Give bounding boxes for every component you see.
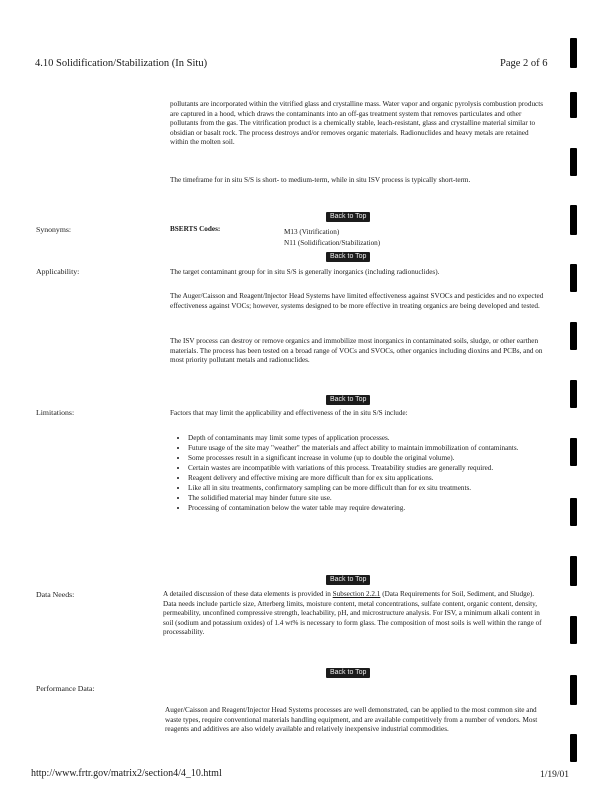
data-needs-text-rest: (Data Requirements for Soil, Sediment, and Sludge). Data needs include particle size, Atterberg limits, moisture content, metal concentrations, sulfate content, organic content, density, permeability, unconfined compressive strength, leachability, pH, and microstructure analysis. For ISV, a minimum alkali content in soil (sodium and potassium oxides) of 1.4 wt% is necessary to form glass. The composition of most soils is well within the range of processability. [163,590,542,637]
limitations-list [174,434,538,514]
data-needs-paragraph [163,590,548,638]
list-item: • Like all in situ treatments, confirmatory sampling can be more difficult than for ex situ treatments. [188,484,538,493]
performance-paragraph: Auger/Caisson and Reagent/Injector Head Systems processes are well demonstrated, can be applied to the most common site and waste types, require conventional materials handling equipment, and are available competitively from a number of vendors. Most reagents and additives are also widely available and relatively inexpensive industrial commodities. [165,706,538,734]
list-item: • Future usage of the site may "weather" the materials and affect ability to maintain immobilization of contaminants. [188,444,538,453]
applicability-paragraph-1: The target contaminant group for in situ S/S is generally inorganics (including radionuclides). [170,268,440,276]
bserts-codes-label: BSERTS Codes: [170,225,221,233]
intro-paragraph-1: pollutants are incorporated within the vitrified glass and crystalline mass. Water vapor and organic pyrolysis combustion products are captured in a hood, which draws the contaminants into an off-gas treatment system that removes particulates and other pollutants from the gas. The vitrification product is a chemically stable, leach-resistant, glass and crystalline material similar to obsidian or basalt rock. The process destroys and/or removes organic materials. Radionuclides and heavy metals are retained within the molten soil. [170,100,544,147]
binding-mark [570,556,577,586]
binding-mark [570,675,577,705]
back-to-top-link[interactable]: Back to Top [326,575,370,585]
binding-mark [570,148,577,176]
data-needs-label: Data Needs: [36,590,75,599]
performance-data-label: Performance Data: [36,684,95,693]
limitations-label: Limitations: [36,408,75,417]
page-number: Page 2 of 6 [500,58,548,69]
list-item: • The solidified material may hinder future site use. [188,494,538,503]
synonyms-label: Synonyms: [36,225,72,234]
intro-paragraph-2: The timeframe for in situ S/S is short- to medium-term, while in situ ISV process is typically short-term. [170,176,471,184]
applicability-label: Applicability: [36,267,80,276]
binding-mark [570,498,577,526]
list-item: • Processing of contamination below the water table may require dewatering. [188,504,538,513]
list-item: • Depth of contaminants may limit some types of application processes. [188,434,538,443]
bserts-code-n11: N11 (Solidification/Stabilization) [284,239,381,247]
list-item: • Certain wastes are incompatible with variations of this process. Treatability studies are generally required. [188,464,538,473]
bserts-code-m13: M13 (Vitrification) [284,228,340,236]
applicability-paragraph-3: The ISV process can destroy or remove organics and immobilize most inorganics in contaminated soils, sludge, or other earthen materials. The process has been tested on a broad range of VOCs and SVOCs, other organics including dioxins and PCBs, and on most priority pollutant metals and radionuclides. [170,337,543,365]
back-to-top-link[interactable]: Back to Top [326,212,370,222]
binding-mark [570,616,577,644]
applicability-paragraph-2: The Auger/Caisson and Reagent/Injector Head Systems have limited effectiveness against SVOCs and pesticides and no expected effectiveness against VOCs; however, systems designed to be more effective in treating organics are being developed and tested. [170,292,544,310]
binding-mark [570,38,577,68]
binding-mark [570,322,577,350]
binding-mark [570,438,577,466]
footer-url: http://www.frtr.gov/matrix2/section4/4_10.html [31,768,222,779]
back-to-top-link[interactable]: Back to Top [326,252,370,262]
binding-mark [570,380,577,408]
limitations-intro: Factors that may limit the applicability and effectiveness of the in situ S/S include: [170,409,408,417]
list-item: • Reagent delivery and effective mixing are more difficult than for ex situ applications. [188,474,538,483]
data-needs-text-start: A detailed discussion of these data elements is provided in [163,590,333,598]
binding-mark [570,205,577,235]
binding-mark [570,92,577,118]
binding-mark [570,734,577,762]
page-title: 4.10 Solidification/Stabilization (In Situ) [35,58,208,69]
list-item: • Some processes result in a significant increase in volume (up to double the original volume). [188,454,538,463]
subsection-link[interactable]: Subsection 2.2.1 [332,590,381,598]
back-to-top-link[interactable]: Back to Top [326,668,370,678]
footer-date: 1/19/01 [540,770,570,780]
back-to-top-link[interactable]: Back to Top [326,395,370,405]
binding-mark [570,264,577,292]
